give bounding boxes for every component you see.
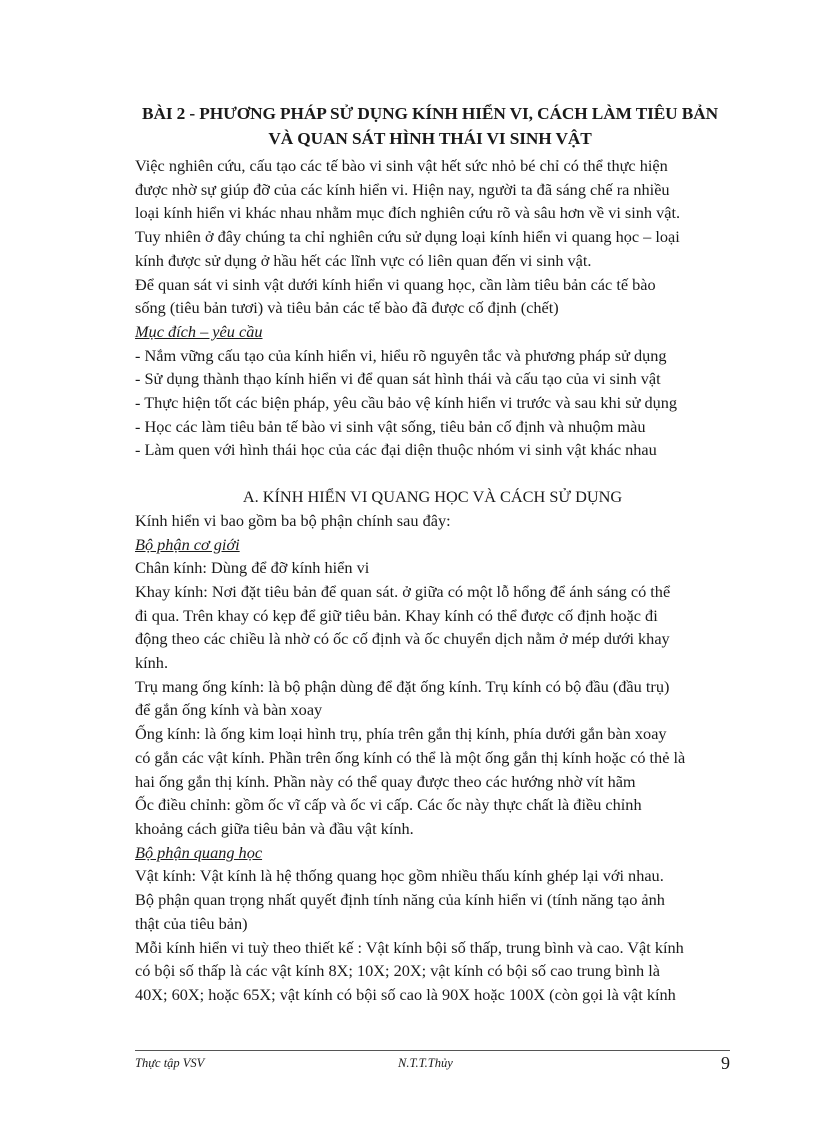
purpose-heading: Mục đích – yêu cầu bbox=[135, 321, 263, 341]
text-line: Ống kính: là ống kim loại hình trụ, phía trên gắn thị kính, phía dưới gắn bàn xoay bbox=[135, 724, 667, 744]
text-line: để gắn ống kính và bàn xoay bbox=[135, 700, 323, 720]
footer-author: N.T.T.Thủy bbox=[398, 1056, 453, 1070]
footer-course: Thực tập VSV bbox=[135, 1056, 205, 1070]
text-line: Tuy nhiên ở đây chúng ta chỉ nghiên cứu sử dụng loại kính hiển vi quang học – loại bbox=[135, 227, 680, 247]
section-a-intro: Kính hiển vi bao gồm ba bộ phận chính sau đây: bbox=[135, 510, 451, 530]
list-item: - Sử dụng thành thạo kính hiển vi để quan sát hình thái và cấu tạo của vi sinh vật bbox=[135, 369, 661, 389]
title-line-2: VÀ QUAN SÁT HÌNH THÁI VI SINH VẬT bbox=[268, 129, 592, 148]
title-line-1: BÀI 2 - PHƯƠNG PHÁP SỬ DỤNG KÍNH HIỂN VI, CÁCH LÀM TIÊU BẢN bbox=[142, 104, 718, 123]
page-body bbox=[135, 154, 730, 1007]
list-item: - Học các làm tiêu bản tế bào vi sinh vật sống, tiêu bản cố định và nhuộm màu bbox=[135, 416, 646, 436]
text-line: 40X; 60X; hoặc 65X; vật kính có bội số cao là 90X hoặc 100X (còn gọi là vật kính bbox=[135, 984, 676, 1004]
text-line: Mỗi kính hiển vi tuỳ theo thiết kế : Vật kính bội số thấp, trung bình và cao. Vật kính bbox=[135, 937, 684, 957]
text-line: loại kính hiển vi khác nhau nhằm mục đích nghiên cứu rõ và sâu hơn về vi sinh vật. bbox=[135, 203, 681, 223]
mechanical-heading: Bộ phận cơ giới bbox=[135, 534, 240, 554]
knobs-paragraph bbox=[135, 793, 730, 840]
intro-paragraph bbox=[135, 154, 730, 320]
text-line: khoảng cách giữa tiêu bản và đầu vật kính. bbox=[135, 818, 414, 838]
text-line: hai ống gắn thị kính. Phần này có thể quay được theo các hướng nhờ vít hãm bbox=[135, 771, 636, 791]
text-line: Việc nghiên cứu, cấu tạo các tế bào vi sinh vật hết sức nhỏ bé chỉ có thể thực hiện bbox=[135, 156, 668, 175]
text-line: Trụ mang ống kính: là bộ phận dùng để đặt ống kính. Trụ kính có bộ đầu (đầu trụ) bbox=[135, 676, 670, 696]
optical-heading: Bộ phận quang học bbox=[135, 842, 263, 862]
section-a-title: A. KÍNH HIỂN VI QUANG HỌC VÀ CÁCH SỬ DỤNG bbox=[242, 487, 623, 507]
text-line: Bộ phận quan trọng nhất quyết định tính năng của kính hiển vi (tính năng tạo ảnh bbox=[135, 890, 665, 910]
text-line: động theo các chiều là nhờ có ốc cố định và ốc chuyển dịch nằm ở mép dưới khay bbox=[135, 629, 670, 649]
magnification-paragraph bbox=[135, 936, 730, 1007]
text-line: Để quan sát vi sinh vật dưới kính hiển vi quang học, cần làm tiêu bản các tế bào bbox=[135, 274, 656, 294]
text-line: kính. bbox=[135, 653, 169, 673]
tube-paragraph bbox=[135, 722, 730, 793]
objective-paragraph bbox=[135, 864, 730, 935]
stage-paragraph bbox=[135, 580, 730, 675]
list-item: - Nắm vững cấu tạo của kính hiển vi, hiểu rõ nguyên tắc và phương pháp sử dụng bbox=[135, 345, 667, 365]
text-line: kính được sử dụng ở hầu hết các lĩnh vực có liên quan đến vi sinh vật. bbox=[135, 250, 592, 270]
text-line: đi qua. Trên khay có kẹp để giữ tiêu bản. Khay kính có thể được cố định hoặc đi bbox=[135, 605, 658, 625]
list-item: - Thực hiện tốt các biện pháp, yêu cầu bảo vệ kính hiển vi trước và sau khi sử dụng bbox=[135, 393, 678, 413]
page-number: 9 bbox=[721, 1053, 730, 1073]
text-line: Vật kính: Vật kính là hệ thống quang học gồm nhiều thấu kính ghép lại với nhau. bbox=[135, 866, 664, 886]
text-line: thật của tiêu bản) bbox=[135, 913, 248, 933]
purpose-list bbox=[135, 344, 730, 463]
base-paragraph: Chân kính: Dùng để đỡ kính hiển vi bbox=[135, 558, 370, 578]
text-line: Khay kính: Nơi đặt tiêu bản để quan sát. ở giữa có một lỗ hổng để ánh sáng có thể bbox=[135, 581, 671, 601]
text-line: Ốc điều chỉnh: gồm ốc vĩ cấp và ốc vi cấp. Các ốc này thực chất là điều chỉnh bbox=[135, 795, 642, 815]
text-line: sống (tiêu bản tươi) và tiêu bản các tế bào đã được cố định (chết) bbox=[135, 298, 559, 318]
text-line: được nhờ sự giúp đỡ của các kính hiển vi. Hiện nay, người ta đã sáng chế ra nhiều bbox=[135, 179, 670, 199]
text-line: có gắn các vật kính. Phần trên ống kính có thể là một ống gắn thị kính hoặc có thẻ là bbox=[135, 747, 686, 767]
arm-paragraph bbox=[135, 675, 730, 722]
footer-divider bbox=[135, 1050, 730, 1051]
list-item: - Làm quen với hình thái học của các đại diện thuộc nhóm vi sinh vật khác nhau bbox=[135, 440, 657, 460]
lesson-title bbox=[118, 101, 742, 151]
text-line: có bội số thấp là các vật kính 8X; 10X; 20X; vật kính có bội số cao trung bình là bbox=[135, 961, 660, 981]
